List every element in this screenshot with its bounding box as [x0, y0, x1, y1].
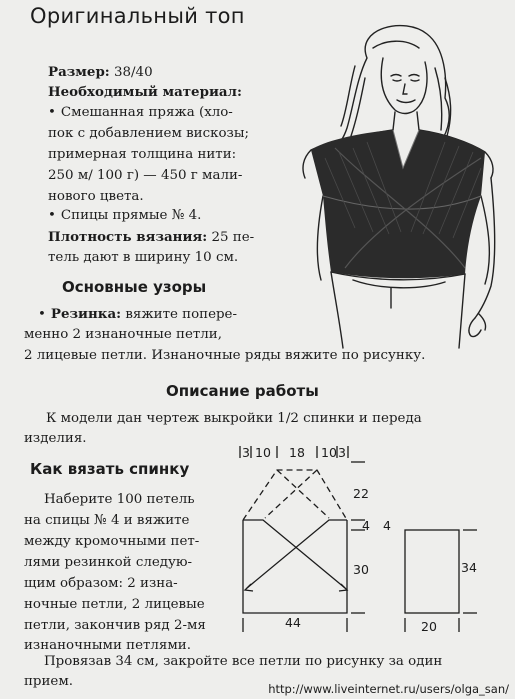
gauge-line-2: тель дают в ширину 10 см. [48, 250, 239, 265]
work-line-1: К модели дан чертеж выкройки 1/2 спинки и переда [46, 411, 422, 426]
size-line [48, 62, 153, 84]
back-heading: Как вязать спинку [30, 460, 190, 478]
dim-right-4a: 4 [362, 518, 370, 533]
size-label: Размер: [48, 64, 110, 80]
dim-right-30: 30 [353, 562, 369, 577]
page-title: Оригинальный топ [30, 4, 245, 28]
dim-top-18: 18 [289, 445, 305, 460]
rib-line-1: • Резинка: вяжите попере- [38, 306, 238, 322]
materials-heading: Необходимый материал: [48, 84, 242, 100]
dim-top-3b: 3 [338, 445, 346, 460]
back-line-7: петли, закончив ряд 2-мя [24, 618, 206, 633]
back-line-8: изнаночными петлями. [24, 638, 191, 653]
yarn-line-1: • Смешанная пряжа (хло- [48, 105, 233, 120]
dim-side-20: 20 [421, 619, 437, 634]
work-heading: Описание работы [166, 382, 319, 400]
back-final-2: прием. [24, 674, 74, 689]
yarn-line-3: примерная толщина нити: [48, 147, 237, 162]
size-value: 38/40 [109, 65, 153, 80]
back-line-4: лями резинкой следую- [24, 555, 193, 570]
patterns-heading: Основные узоры [62, 278, 207, 296]
dim-top-3a: 3 [242, 445, 250, 460]
dim-top-10a: 10 [255, 445, 271, 460]
yarn-line-4: 250 м/ 100 г) — 450 г мали- [48, 168, 243, 183]
back-final-1: Провязав 34 см, закройте все петли по рисунку за один [44, 654, 443, 669]
back-line-2: на спицы № 4 и вяжите [24, 513, 190, 528]
dim-top-10b: 10 [321, 445, 337, 460]
bullet-icon: • [38, 307, 46, 322]
dim-right-22: 22 [353, 486, 369, 501]
bullet-icon: • [48, 105, 56, 120]
yarn-line-5: нового цвета. [48, 189, 144, 204]
back-line-5: щим образом: 2 изна- [24, 576, 178, 591]
dim-right-4b: 4 [383, 518, 391, 533]
dim-side-34: 34 [461, 560, 477, 575]
back-line-6: ночные петли, 2 лицевые [24, 597, 205, 612]
bullet-icon: • [48, 208, 56, 223]
footer-url[interactable]: http://www.liveinternet.ru/users/olga_san/ [268, 682, 509, 696]
gauge-label: Плотность вязания: [48, 229, 208, 245]
model-illustration [295, 18, 505, 358]
pattern-diagram [225, 438, 495, 643]
rib-line-2: менно 2 изнаночные петли, [24, 327, 222, 342]
needles-line: • Спицы прямые № 4. [48, 208, 202, 223]
rib-line-3: 2 лицевые петли. Изнаночные ряды вяжите по рисунку. [24, 348, 426, 363]
work-line-2: изделия. [24, 431, 87, 446]
yarn-line-2: пок с добавлением вискозы; [48, 126, 250, 141]
gauge-line [48, 227, 254, 249]
gauge-value: 25 пе- [207, 230, 255, 245]
back-line-3: между кромочными пет- [24, 534, 200, 549]
dim-bottom-44: 44 [285, 615, 301, 630]
back-line-1: Наберите 100 петель [44, 492, 195, 507]
